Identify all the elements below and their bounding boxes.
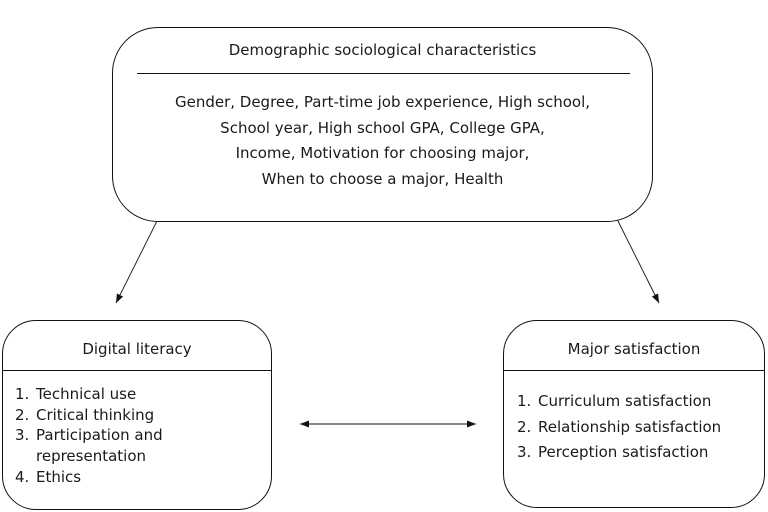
demographic-characteristics-box	[112, 27, 653, 222]
title-divider	[137, 73, 630, 74]
characteristics-line: School year, High school GPA, College GPA,	[220, 118, 545, 137]
list-item	[517, 389, 721, 415]
characteristics-line: When to choose a major, Health	[261, 169, 504, 188]
list-item	[517, 440, 721, 466]
item-label: Technical use	[36, 385, 137, 403]
demographic-characteristics-title: Demographic sociological characteristics	[228, 41, 537, 59]
list-item	[15, 405, 163, 426]
item-label: Curriculum satisfaction	[538, 392, 712, 410]
list-item	[15, 425, 163, 446]
item-number: 1.	[517, 392, 532, 410]
list-item	[15, 384, 163, 405]
list-item	[15, 467, 163, 488]
major-satisfaction-box	[503, 320, 765, 508]
major-satisfaction-title: Major satisfaction	[567, 340, 701, 358]
characteristics-line: Income, Motivation for choosing major,	[235, 144, 530, 162]
item-number: 2.	[517, 417, 532, 436]
title-divider	[3, 370, 271, 371]
item-label: Ethics	[36, 467, 82, 486]
item-number: 1.	[15, 385, 30, 403]
major-satisfaction-list	[517, 389, 721, 466]
item-number: 3.	[15, 426, 30, 445]
characteristics-line: Gender, Degree, Part-time job experience, High school,	[174, 93, 591, 111]
item-label: Participation and	[36, 426, 163, 445]
digital-literacy-list	[15, 384, 163, 487]
item-number: 4.	[15, 467, 30, 486]
title-divider	[504, 370, 764, 371]
list-item-continuation: representation	[36, 447, 147, 466]
item-number: 3.	[517, 443, 532, 461]
digital-literacy-box	[2, 320, 272, 510]
item-label: Perception satisfaction	[538, 443, 709, 461]
item-label: Relationship satisfaction	[538, 417, 722, 436]
list-item	[517, 415, 721, 441]
digital-literacy-title: Digital literacy	[82, 340, 192, 358]
item-number: 2.	[15, 405, 30, 424]
item-label: Critical thinking	[36, 405, 155, 424]
demographic-characteristics-list	[113, 90, 652, 192]
